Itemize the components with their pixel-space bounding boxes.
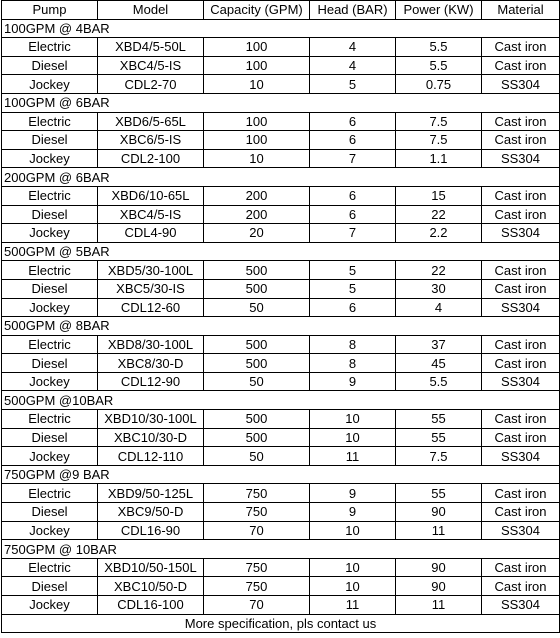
cell-material: Cast iron — [482, 112, 560, 131]
group-title: 100GPM @ 4BAR — [2, 19, 560, 38]
cell-capacity: 500 — [204, 428, 310, 447]
cell-power: 7.5 — [396, 112, 482, 131]
cell-pump: Electric — [2, 186, 98, 205]
cell-model: XBD6/5-65L — [98, 112, 204, 131]
cell-pump: Electric — [2, 484, 98, 503]
table-row — [2, 596, 560, 615]
table-row — [2, 224, 560, 243]
cell-head: 8 — [310, 354, 396, 373]
cell-model: CDL16-90 — [98, 521, 204, 540]
table-row — [2, 577, 560, 596]
cell-head: 6 — [310, 112, 396, 131]
cell-power: 55 — [396, 428, 482, 447]
cell-head: 10 — [310, 410, 396, 429]
cell-material: SS304 — [482, 596, 560, 615]
cell-pump: Jockey — [2, 298, 98, 317]
cell-model: XBD6/10-65L — [98, 186, 204, 205]
cell-capacity: 750 — [204, 558, 310, 577]
cell-material: Cast iron — [482, 410, 560, 429]
cell-material: SS304 — [482, 298, 560, 317]
table-row — [2, 521, 560, 540]
cell-model: XBD9/50-125L — [98, 484, 204, 503]
cell-capacity: 100 — [204, 56, 310, 75]
cell-capacity: 200 — [204, 186, 310, 205]
table-row — [2, 261, 560, 280]
group-title: 100GPM @ 6BAR — [2, 93, 560, 112]
cell-model: XBC4/5-IS — [98, 56, 204, 75]
cell-material: Cast iron — [482, 335, 560, 354]
cell-power: 22 — [396, 205, 482, 224]
cell-power: 55 — [396, 410, 482, 429]
cell-head: 5 — [310, 279, 396, 298]
cell-model: CDL16-100 — [98, 596, 204, 615]
header-head: Head (BAR) — [310, 1, 396, 20]
cell-power: 90 — [396, 577, 482, 596]
cell-model: CDL4-90 — [98, 224, 204, 243]
cell-capacity: 100 — [204, 38, 310, 57]
cell-capacity: 100 — [204, 131, 310, 150]
pump-spec-table — [1, 0, 560, 633]
cell-pump: Diesel — [2, 56, 98, 75]
cell-model: XBD4/5-50L — [98, 38, 204, 57]
cell-material: Cast iron — [482, 354, 560, 373]
cell-power: 11 — [396, 521, 482, 540]
cell-model: XBD10/50-150L — [98, 558, 204, 577]
cell-material: Cast iron — [482, 503, 560, 522]
cell-capacity: 500 — [204, 410, 310, 429]
cell-head: 6 — [310, 186, 396, 205]
table-row — [2, 205, 560, 224]
cell-material: SS304 — [482, 521, 560, 540]
cell-model: XBC4/5-IS — [98, 205, 204, 224]
cell-capacity: 70 — [204, 596, 310, 615]
cell-pump: Diesel — [2, 279, 98, 298]
group-header-row — [2, 168, 560, 187]
cell-capacity: 10 — [204, 75, 310, 94]
table-row — [2, 186, 560, 205]
table-row — [2, 372, 560, 391]
cell-pump: Electric — [2, 112, 98, 131]
cell-power: 30 — [396, 279, 482, 298]
cell-power: 4 — [396, 298, 482, 317]
cell-head: 6 — [310, 298, 396, 317]
cell-pump: Electric — [2, 558, 98, 577]
cell-power: 15 — [396, 186, 482, 205]
cell-pump: Electric — [2, 38, 98, 57]
table-row — [2, 38, 560, 57]
cell-capacity: 50 — [204, 447, 310, 466]
cell-model: XBC9/50-D — [98, 503, 204, 522]
table-row — [2, 428, 560, 447]
group-title: 500GPM @10BAR — [2, 391, 560, 410]
group-title: 200GPM @ 6BAR — [2, 168, 560, 187]
cell-material: SS304 — [482, 149, 560, 168]
cell-head: 9 — [310, 372, 396, 391]
cell-model: XBC8/30-D — [98, 354, 204, 373]
header-row — [2, 1, 560, 20]
cell-head: 4 — [310, 38, 396, 57]
table-row — [2, 354, 560, 373]
cell-head: 9 — [310, 503, 396, 522]
cell-power: 0.75 — [396, 75, 482, 94]
cell-head: 6 — [310, 205, 396, 224]
cell-capacity: 500 — [204, 354, 310, 373]
table-row — [2, 335, 560, 354]
table-row — [2, 558, 560, 577]
cell-pump: Jockey — [2, 596, 98, 615]
cell-power: 5.5 — [396, 372, 482, 391]
cell-head: 9 — [310, 484, 396, 503]
cell-capacity: 50 — [204, 298, 310, 317]
cell-model: XBC6/5-IS — [98, 131, 204, 150]
cell-material: Cast iron — [482, 577, 560, 596]
cell-material: Cast iron — [482, 428, 560, 447]
cell-pump: Diesel — [2, 205, 98, 224]
cell-pump: Jockey — [2, 224, 98, 243]
cell-pump: Jockey — [2, 75, 98, 94]
footer-row — [2, 614, 560, 633]
cell-head: 5 — [310, 261, 396, 280]
cell-power: 55 — [396, 484, 482, 503]
cell-model: XBD8/30-100L — [98, 335, 204, 354]
table-row — [2, 298, 560, 317]
cell-capacity: 750 — [204, 577, 310, 596]
cell-pump: Diesel — [2, 354, 98, 373]
header-pump: Pump — [2, 1, 98, 20]
cell-power: 5.5 — [396, 56, 482, 75]
cell-model: CDL12-110 — [98, 447, 204, 466]
cell-pump: Diesel — [2, 428, 98, 447]
group-header-row — [2, 391, 560, 410]
cell-model: XBD10/30-100L — [98, 410, 204, 429]
cell-pump: Diesel — [2, 131, 98, 150]
cell-power: 90 — [396, 558, 482, 577]
spec-table-container — [1, 0, 559, 633]
cell-head: 11 — [310, 596, 396, 615]
cell-capacity: 10 — [204, 149, 310, 168]
table-row — [2, 149, 560, 168]
cell-pump: Diesel — [2, 503, 98, 522]
group-header-row — [2, 93, 560, 112]
cell-material: SS304 — [482, 224, 560, 243]
table-row — [2, 75, 560, 94]
cell-pump: Jockey — [2, 447, 98, 466]
cell-head: 10 — [310, 428, 396, 447]
header-capacity: Capacity (GPM) — [204, 1, 310, 20]
cell-head: 11 — [310, 447, 396, 466]
cell-model: CDL12-90 — [98, 372, 204, 391]
cell-model: CDL2-100 — [98, 149, 204, 168]
table-row — [2, 112, 560, 131]
cell-capacity: 500 — [204, 279, 310, 298]
cell-pump: Jockey — [2, 521, 98, 540]
group-title: 750GPM @ 10BAR — [2, 540, 560, 559]
cell-material: Cast iron — [482, 131, 560, 150]
cell-power: 45 — [396, 354, 482, 373]
cell-pump: Electric — [2, 261, 98, 280]
cell-material: Cast iron — [482, 484, 560, 503]
table-body — [2, 19, 560, 614]
cell-pump: Jockey — [2, 372, 98, 391]
cell-material: SS304 — [482, 447, 560, 466]
cell-pump: Electric — [2, 335, 98, 354]
cell-power: 11 — [396, 596, 482, 615]
cell-model: XBD5/30-100L — [98, 261, 204, 280]
group-title: 500GPM @ 8BAR — [2, 317, 560, 336]
group-title: 750GPM @9 BAR — [2, 465, 560, 484]
table-row — [2, 410, 560, 429]
cell-head: 7 — [310, 149, 396, 168]
table-row — [2, 447, 560, 466]
group-header-row — [2, 540, 560, 559]
cell-material: Cast iron — [482, 56, 560, 75]
cell-capacity: 750 — [204, 503, 310, 522]
cell-model: XBC10/50-D — [98, 577, 204, 596]
cell-capacity: 50 — [204, 372, 310, 391]
cell-material: SS304 — [482, 372, 560, 391]
cell-material: Cast iron — [482, 558, 560, 577]
cell-power: 7.5 — [396, 131, 482, 150]
group-title: 500GPM @ 5BAR — [2, 242, 560, 261]
cell-head: 5 — [310, 75, 396, 94]
cell-pump: Diesel — [2, 577, 98, 596]
cell-capacity: 200 — [204, 205, 310, 224]
cell-capacity: 500 — [204, 335, 310, 354]
cell-model: CDL12-60 — [98, 298, 204, 317]
group-header-row — [2, 19, 560, 38]
cell-head: 6 — [310, 131, 396, 150]
table-row — [2, 56, 560, 75]
table-row — [2, 131, 560, 150]
cell-power: 5.5 — [396, 38, 482, 57]
cell-power: 37 — [396, 335, 482, 354]
cell-model: CDL2-70 — [98, 75, 204, 94]
cell-pump: Jockey — [2, 149, 98, 168]
cell-head: 8 — [310, 335, 396, 354]
cell-capacity: 100 — [204, 112, 310, 131]
cell-capacity: 500 — [204, 261, 310, 280]
cell-power: 90 — [396, 503, 482, 522]
table-row — [2, 503, 560, 522]
cell-capacity: 70 — [204, 521, 310, 540]
cell-material: Cast iron — [482, 261, 560, 280]
group-header-row — [2, 317, 560, 336]
header-power: Power (KW) — [396, 1, 482, 20]
cell-power: 1.1 — [396, 149, 482, 168]
cell-capacity: 750 — [204, 484, 310, 503]
cell-power: 2.2 — [396, 224, 482, 243]
cell-material: Cast iron — [482, 38, 560, 57]
header-material: Material — [482, 1, 560, 20]
cell-material: Cast iron — [482, 186, 560, 205]
group-header-row — [2, 242, 560, 261]
cell-head: 4 — [310, 56, 396, 75]
footer-note: More specification, pls contact us — [2, 614, 560, 633]
cell-model: XBC10/30-D — [98, 428, 204, 447]
cell-material: SS304 — [482, 75, 560, 94]
cell-head: 10 — [310, 521, 396, 540]
group-header-row — [2, 465, 560, 484]
cell-model: XBC5/30-IS — [98, 279, 204, 298]
cell-head: 10 — [310, 577, 396, 596]
cell-power: 22 — [396, 261, 482, 280]
table-row — [2, 484, 560, 503]
table-row — [2, 279, 560, 298]
cell-capacity: 20 — [204, 224, 310, 243]
header-model: Model — [98, 1, 204, 20]
cell-head: 7 — [310, 224, 396, 243]
cell-pump: Electric — [2, 410, 98, 429]
cell-material: Cast iron — [482, 205, 560, 224]
cell-power: 7.5 — [396, 447, 482, 466]
cell-material: Cast iron — [482, 279, 560, 298]
cell-head: 10 — [310, 558, 396, 577]
